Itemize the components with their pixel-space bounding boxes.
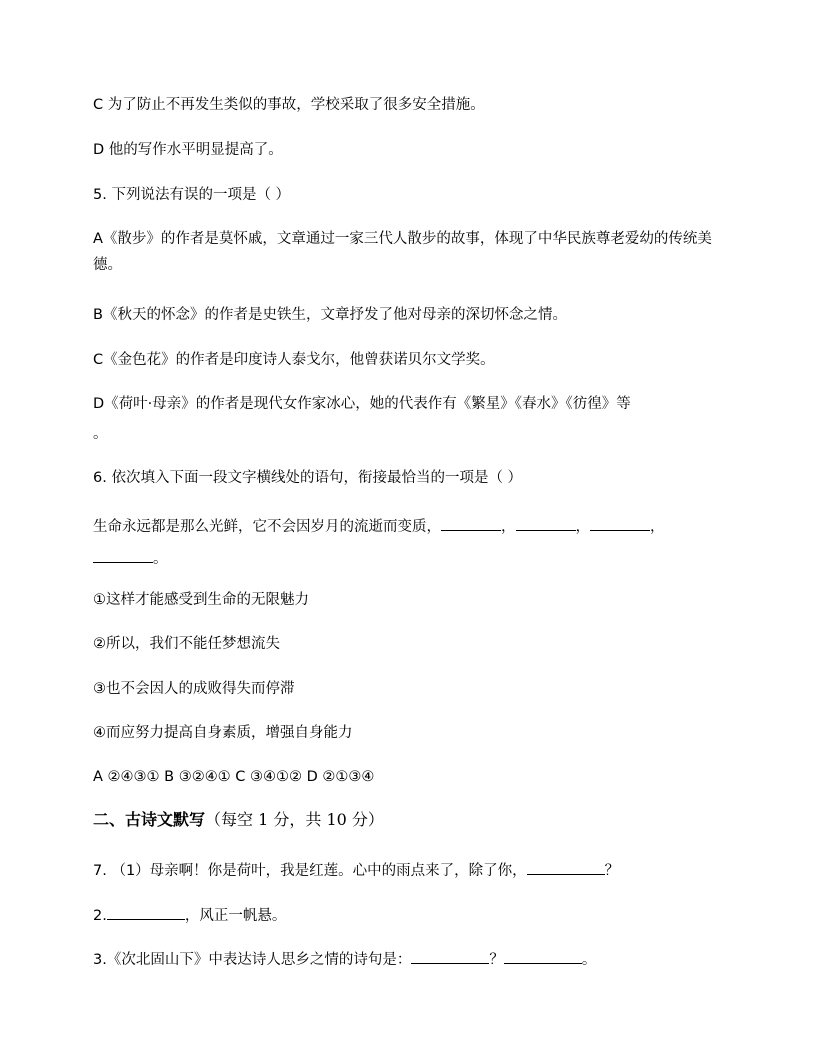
answer-blank-6[interactable]: [107, 904, 185, 920]
answer-blank-8[interactable]: [504, 948, 582, 964]
passage-text: 生命永远都是那么光鲜，它不会因岁月的流逝而变质，: [93, 519, 441, 535]
option-c: C 为了防止不再发生类似的事故，学校采取了很多安全措施。: [93, 97, 485, 113]
section-2-title: 二、古诗文默写: [93, 810, 206, 829]
section-2-note: （每空 1 分，共 10 分）: [205, 810, 384, 829]
comma: ，: [501, 519, 516, 535]
answer-blank-4[interactable]: [93, 547, 153, 563]
question-5-option-c: C《金色花》的作者是印度诗人泰戈尔，他曾获诺贝尔文学奖。: [93, 352, 495, 368]
question-5-option-d-end: 。: [93, 426, 108, 442]
sentence-2: ②所以，我们不能任梦想流失: [93, 636, 280, 652]
question-7-1: [93, 859, 619, 881]
period: 。: [153, 551, 168, 567]
answer-blank-2[interactable]: [516, 515, 576, 531]
question-7-2: [93, 904, 286, 926]
option-d: D 他的写作水平明显提高了。: [93, 142, 283, 158]
answer-blank-5[interactable]: [527, 859, 605, 875]
answer-blank-1[interactable]: [441, 515, 501, 531]
question-5: 5. 下列说法有误的一项是（ ）: [93, 187, 291, 203]
question-mark: ？: [604, 863, 620, 879]
question-6-passage: [93, 515, 665, 537]
question-mark: ？: [489, 952, 504, 968]
question-5-option-a: A《散步》的作者是莫怀戚，文章通过一家三代人散步的故事，体现了中华民族尊老爱幼的传统美德。: [93, 231, 712, 273]
sentence-3: ③也不会因人的成败得失而停滞: [93, 681, 295, 697]
sentence-1: ①这样才能感受到生命的无限魅力: [93, 592, 309, 608]
question-6: 6. 依次填入下面一段文字横线处的语句，衔接最恰当的一项是（ ）: [93, 470, 523, 486]
question-7-1-text: 7. （1）母亲啊！你是荷叶，我是红莲。心中的雨点来了，除了你，: [93, 863, 527, 879]
question-6-passage-cont: [93, 547, 168, 569]
comma: ，: [575, 519, 590, 535]
question-5-option-b: B《秋天的怀念》的作者是史铁生，文章抒发了他对母亲的深切怀念之情。: [93, 307, 567, 323]
period: 。: [581, 952, 597, 968]
question-7-3-text: 3.《次北固山下》中表达诗人思乡之情的诗句是：: [93, 952, 412, 968]
question-7-3: [93, 948, 596, 970]
question-5-option-d: D《荷叶·母亲》的作者是现代女作家冰心，她的代表作有《繁星》《春水》《彷徨》等: [93, 396, 631, 412]
answer-blank-3[interactable]: [590, 515, 650, 531]
question-7-2-number: 2.: [93, 908, 107, 924]
section-2-heading: [93, 810, 384, 830]
sentence-4: ④而应努力提高自身素质，增强自身能力: [93, 725, 353, 741]
question-6-options: A ②④③① B ③②④① C ③④①② D ②①③④: [93, 769, 375, 785]
comma: ，: [650, 519, 665, 535]
question-7-2-text: ，风正一帆悬。: [184, 908, 287, 924]
answer-blank-7[interactable]: [411, 948, 489, 964]
